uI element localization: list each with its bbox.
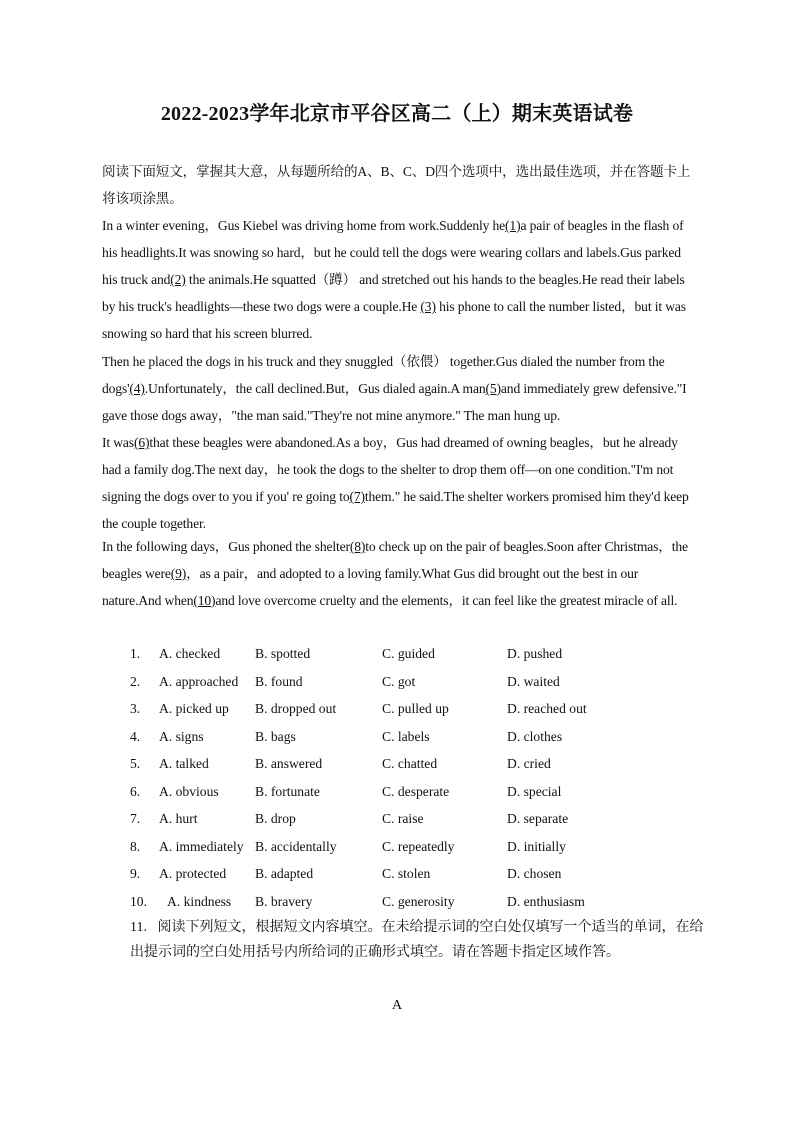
option-a: A. talked xyxy=(159,756,209,771)
question-number: 9. xyxy=(130,866,141,881)
question-number: 11. xyxy=(130,920,147,935)
option-b: B. spotted xyxy=(255,646,311,661)
option-b: B. found xyxy=(255,673,303,689)
option-a: A. protected xyxy=(159,866,227,881)
question-row xyxy=(130,640,710,668)
passage-text: and immediately grew defensive."I gave those dogs away，"the man said."They're not mine anymore." The man hung up. xyxy=(102,381,687,423)
option-c: C. chatted xyxy=(382,756,438,771)
blank-5: (5) xyxy=(485,381,501,396)
option-c: C. repeatedly xyxy=(382,838,455,854)
question-options xyxy=(130,640,710,915)
passage-paragraph-3 xyxy=(102,429,698,537)
passage-text: and love overcome cruelty and the elements，it can feel like the greatest miracle of all. xyxy=(215,593,678,608)
question-number: 8. xyxy=(130,838,141,854)
option-a: A. hurt xyxy=(159,811,198,826)
option-d: D. clothes xyxy=(507,728,563,744)
option-c: C. pulled up xyxy=(382,701,449,716)
question-11-instructions: 阅读下列短文，根据短文内容填空。在未给提示词的空白处仅填写一个适当的单词，在给出提示词的空白处用括号内所给词的正确形式填空。请在答题卡指定区域作答。 xyxy=(130,920,704,960)
passage-text: In the following days，Gus phoned the shelter xyxy=(102,539,350,554)
passage-text: a pair of beagles in the flash of his headlights.It was snowing so hard，but he could tell the dogs were wearing collars and labels.Gus parked his truck and xyxy=(102,218,684,287)
blank-2: (2) xyxy=(170,272,186,287)
option-d: D. reached out xyxy=(507,701,587,716)
question-number: 5. xyxy=(130,756,141,771)
option-a: A. kindness xyxy=(167,893,232,909)
option-c: C. generosity xyxy=(382,893,455,909)
passage-text: to check up on the pair of beagles.Soon after Christmas，the beagles were xyxy=(102,539,688,581)
passage-paragraph-1 xyxy=(102,212,698,347)
passage-text: ，as a pair，and adopted to a loving family.What Gus did brought out the best in our nature.And when xyxy=(102,566,639,608)
passage-text: that these beagles were abandoned.As a boy，Gus had dreamed of owning beagles，but he already had a family dog.The next day，he took the dogs to the shelter to drop them off—on one condition."I'm not signing the dogs over to you if you' re going to xyxy=(102,435,678,504)
passage-text: the animals.He squatted（蹲） and stretched out his hands to the beagles.He read their labels by his truck's headlights—these two dogs were a couple.He xyxy=(102,272,685,314)
option-a: A. obvious xyxy=(159,783,219,799)
option-c: C. desperate xyxy=(382,783,450,799)
option-c: C. raise xyxy=(382,811,424,826)
question-row xyxy=(130,668,710,696)
option-d: D. chosen xyxy=(507,866,562,881)
blank-9: (9) xyxy=(170,566,187,581)
passage-paragraph-2 xyxy=(102,348,698,429)
question-number: 3. xyxy=(130,701,141,716)
passage-paragraph-4 xyxy=(102,533,698,614)
option-c: C. labels xyxy=(382,728,430,744)
blank-6: (6) xyxy=(133,435,150,450)
passage-text: them." he said.The shelter workers promised him they'd keep the couple together. xyxy=(102,489,689,531)
question-row xyxy=(130,805,710,833)
question-row xyxy=(130,723,710,751)
option-c: C. stolen xyxy=(382,866,431,881)
option-a: A. approached xyxy=(159,673,239,689)
option-b: B. bags xyxy=(255,728,296,744)
section-letter: A xyxy=(391,998,403,1013)
option-c: C. got xyxy=(382,673,416,689)
question-number: 2. xyxy=(130,673,141,689)
question-row xyxy=(130,860,710,888)
blank-10: (10) xyxy=(193,593,216,608)
option-d: D. initially xyxy=(507,838,566,854)
blank-3: (3) xyxy=(420,299,436,314)
blank-8: (8) xyxy=(349,539,366,554)
option-a: A. immediately xyxy=(159,838,244,854)
blank-1: (1) xyxy=(505,218,521,233)
question-number: 1. xyxy=(130,646,141,661)
instructions: 阅读下面短文，掌握其大意，从每题所给的A、B、C、D四个选项中，选出最佳选项，并在答题卡上将该项涂黑。 xyxy=(102,164,691,206)
blank-4: (4) xyxy=(129,381,145,396)
option-b: B. fortunate xyxy=(255,783,320,799)
passage-text: Then he placed the dogs in his truck and they snuggled（依偎） together.Gus dialed the number from the dogs' xyxy=(102,354,665,396)
option-d: D. separate xyxy=(507,811,569,826)
blank-7: (7) xyxy=(349,489,365,504)
passage-text: .Unfortunately，the call declined.But，Gus dialed again.A man xyxy=(144,381,486,396)
question-row xyxy=(130,750,710,778)
question-row xyxy=(130,888,710,916)
option-d: D. waited xyxy=(507,673,560,689)
option-d: D. pushed xyxy=(507,646,563,661)
passage-text: his phone to call the number listed，but it was snowing so hard that his screen blurred. xyxy=(102,299,686,341)
option-b: B. drop xyxy=(255,811,296,826)
option-d: D. special xyxy=(507,783,562,799)
question-number: 10. xyxy=(130,893,147,909)
option-b: B. answered xyxy=(255,756,323,771)
option-b: B. dropped out xyxy=(255,701,337,716)
question-row xyxy=(130,695,710,723)
option-a: A. checked xyxy=(159,646,221,661)
option-a: A. signs xyxy=(159,728,204,744)
option-b: B. adapted xyxy=(255,866,314,881)
option-d: D. cried xyxy=(507,756,551,771)
question-11 xyxy=(130,915,705,965)
question-number: 7. xyxy=(130,811,141,826)
question-number: 4. xyxy=(130,728,141,744)
option-b: B. accidentally xyxy=(255,838,337,854)
question-number: 6. xyxy=(130,783,141,799)
question-row xyxy=(130,778,710,806)
option-b: B. bravery xyxy=(255,893,313,909)
option-d: D. enthusiasm xyxy=(507,893,585,909)
page-title: 2022-2023学年北京市平谷区高二（上）期末英语试卷 xyxy=(160,103,634,125)
option-c: C. guided xyxy=(382,646,435,661)
passage-text: In a winter evening，Gus Kiebel was driving home from work.Suddenly he xyxy=(102,218,506,233)
option-a: A. picked up xyxy=(159,701,229,716)
question-row xyxy=(130,833,710,861)
passage-text: It was xyxy=(102,435,134,450)
